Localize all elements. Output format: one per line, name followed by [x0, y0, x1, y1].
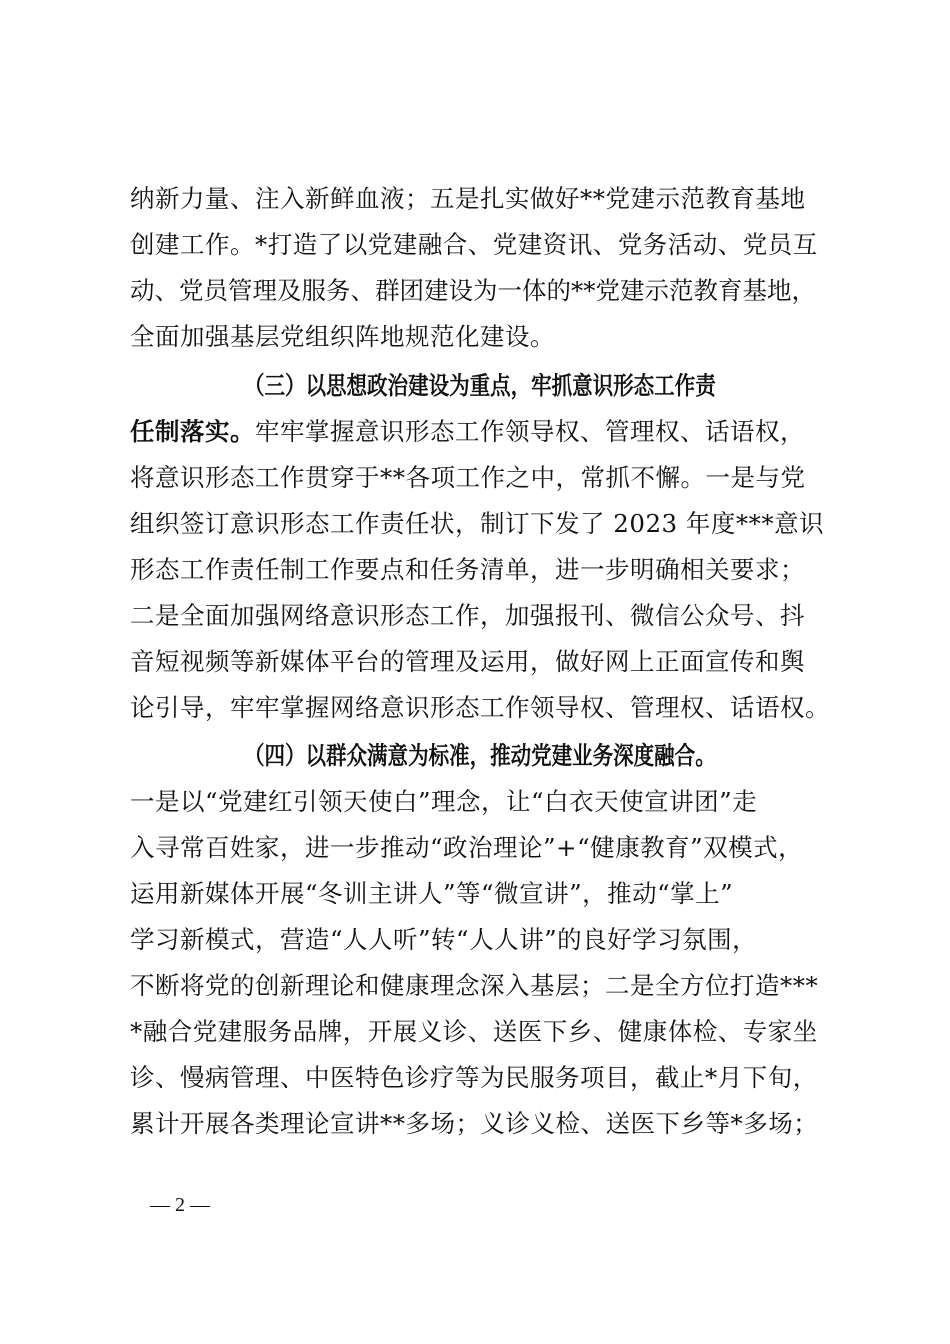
text-line: 论引导，牢牢掌握网络意识形态工作领导权、管理权、话语权。	[130, 693, 830, 722]
text-line: 创建工作。*打造了以党建融合、党建资讯、党务活动、党员互	[130, 230, 818, 259]
text-line: *融合党建服务品牌，开展义诊、送医下乡、健康体检、专家坐	[130, 1017, 818, 1046]
page-number: — 2 —	[150, 1194, 210, 1216]
text-line: 纳新力量、注入新鲜血液；五是扎实做好**党建示范教育基地	[130, 184, 806, 213]
text-line: 形态工作责任制工作要点和任务清单，进一步明确相关要求；	[130, 555, 805, 584]
text-line: 将意识形态工作贯穿于**各项工作之中，常抓不懈。一是与党	[130, 463, 806, 492]
text-line: 学习新模式，营造“人人听”转“人人讲”的良好学习氛围，	[130, 925, 758, 954]
text-line: 全面加强基层党组织阵地规范化建设。	[130, 322, 555, 351]
text-line: 动、党员管理及服务、群团建设为一体的**党建示范教育基地，	[130, 276, 816, 305]
text-line: 音短视频等新媒体平台的管理及运用，做好网上正面宣传和舆	[130, 647, 805, 676]
text-line: 运用新媒体开展“冬训主讲人”等“微宣讲”，推动“掌上”	[130, 879, 734, 908]
section-heading: （四）以群众满意为标准，推动党建业务深度融合。	[244, 741, 716, 770]
text-line: 累计开展各类理论宣讲**多场；义诊义检、送医下乡等*多场；	[130, 1109, 819, 1138]
text-run: 牢牢掌握意识形态工作领导权、管理权、话语权，	[255, 417, 805, 446]
section-heading-continued: 任制落实。	[130, 417, 255, 446]
text-line: 诊、慢病管理、中医特色诊疗等为民服务项目，截止*月下旬，	[130, 1063, 818, 1092]
text-line: 二是全面加强网络意识形态工作，加强报刊、微信公众号、抖	[130, 601, 805, 630]
text-line	[130, 409, 830, 455]
text-line: 组织签订意识形态工作责任状，制订下发了 2023 年度***意识	[130, 509, 825, 538]
section-heading: （三）以思想政治建设为重点，牢抓意识形态工作责	[244, 371, 716, 400]
text-line: 入寻常百姓家，进一步推动“政治理论”+“健康教育”双模式，	[130, 833, 804, 862]
text-line: 不断将党的创新理论和健康理念深入基层；二是全方位打造***	[130, 971, 819, 1000]
text-line: 一是以“党建红引领天使白”理念，让“白衣天使宣讲团”走	[130, 787, 758, 816]
